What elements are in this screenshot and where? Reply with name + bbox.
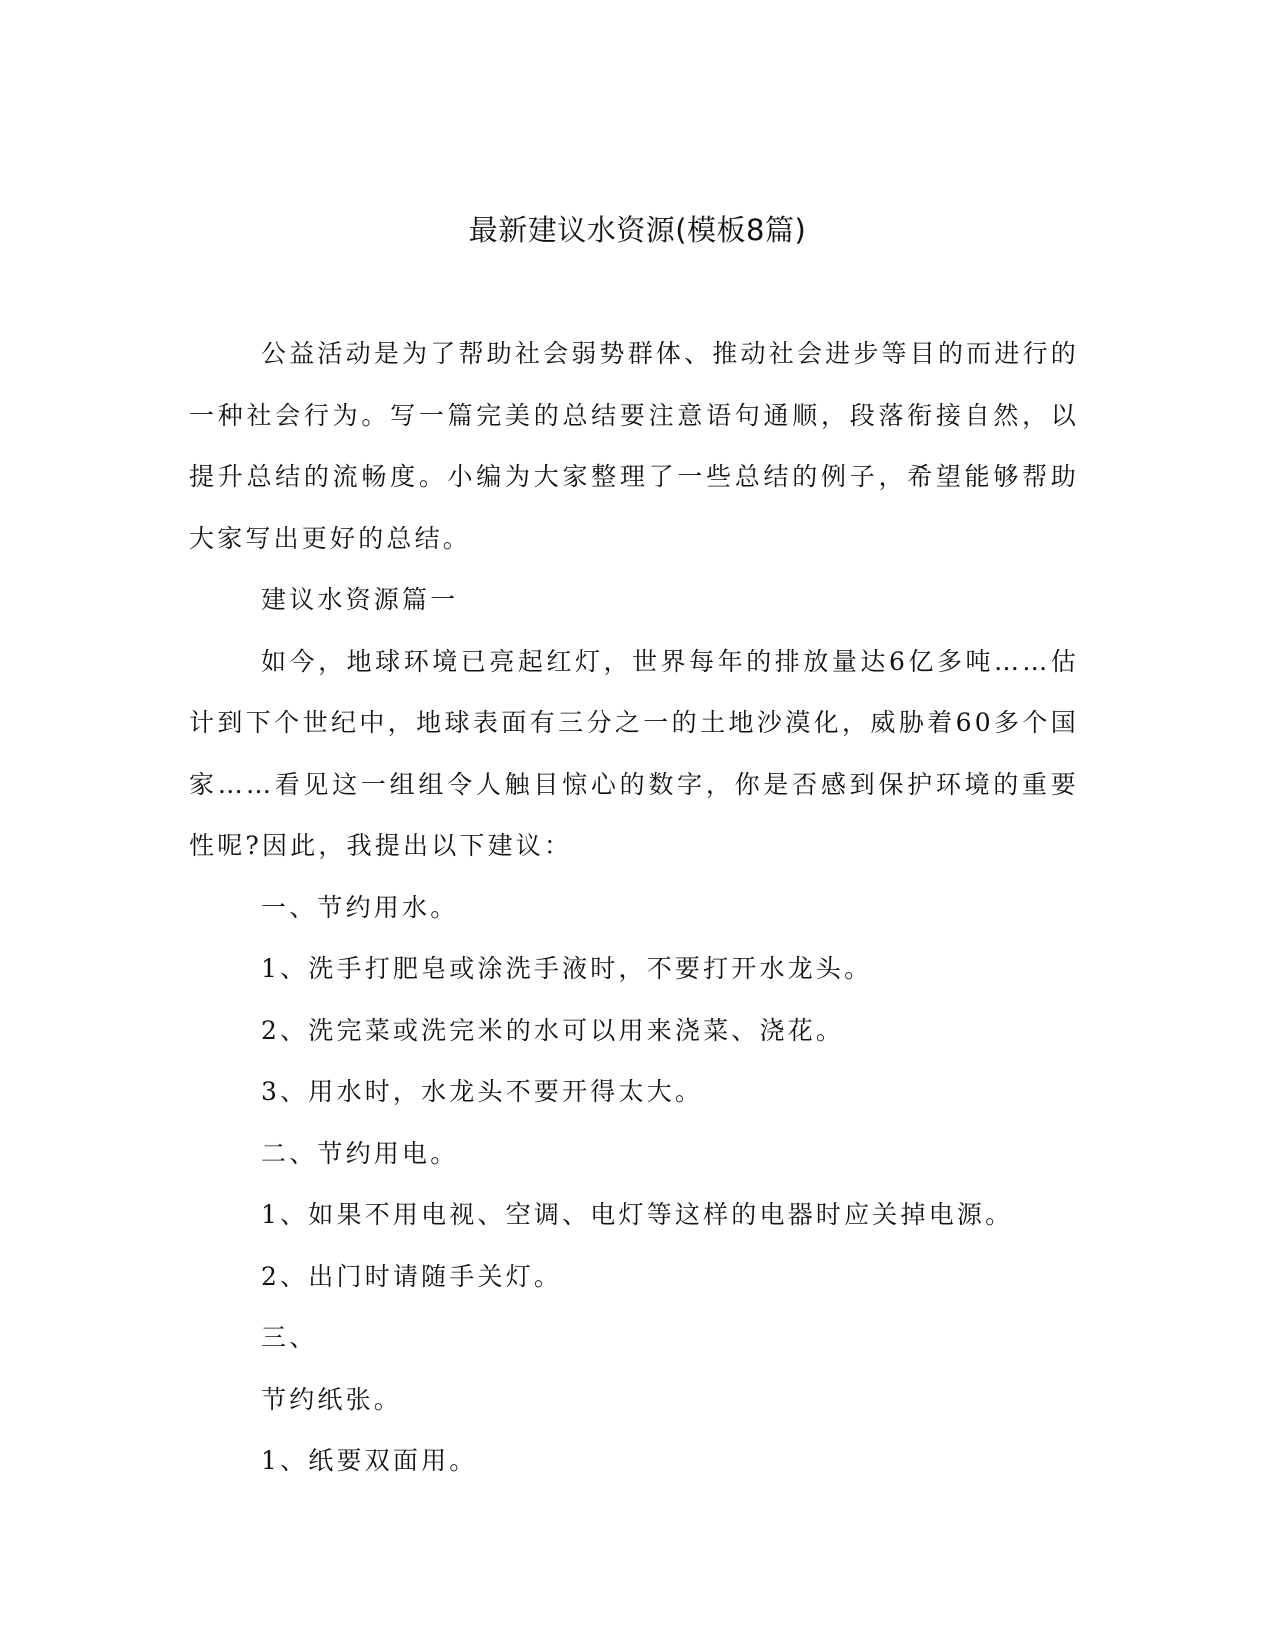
list-item: 1、纸要双面用。 (261, 1446, 478, 1475)
list-heading: 三、 (261, 1323, 318, 1352)
document-body (189, 323, 1079, 1492)
list-item: 1、洗手打肥皂或涂洗手液时，不要打开水龙头。 (261, 954, 873, 983)
list-heading: 一、节约用水。 (261, 892, 459, 922)
list-item: 3、用水时，水龙头不要开得太大。 (261, 1077, 704, 1106)
list-item: 1、如果不用电视、空调、电灯等这样的电器时应关掉电源。 (261, 1200, 1014, 1229)
list-heading: 二、节约用电。 (261, 1138, 459, 1168)
body-paragraph: 如今，地球环境已亮起红灯，世界每年的排放量达6亿多吨……估计到下个世纪中，地球表面有三分之一的土地沙漠化，威胁着60多个国家……看见这一组组令人触目惊心的数字，你是否感到保护环境的重要性呢?因此，我提出以下建议： (189, 646, 1079, 860)
document-title: 最新建议水资源(模板8篇) (468, 213, 807, 247)
section-heading: 建议水资源篇一 (261, 585, 459, 614)
list-heading-continued: 节约纸张。 (261, 1384, 403, 1414)
intro-paragraph: 公益活动是为了帮助社会弱势群体、推动社会进步等目的而进行的一种社会行为。写一篇完美的总结要注意语句通顺，段落衔接自然，以提升总结的流畅度。小编为大家整理了一些总结的例子，希望能够帮助大家写出更好的总结。 (189, 339, 1079, 553)
list-item: 2、出门时请随手关灯。 (261, 1261, 563, 1291)
list-item: 2、洗完菜或洗完米的水可以用来浇菜、浇花。 (261, 1015, 845, 1045)
